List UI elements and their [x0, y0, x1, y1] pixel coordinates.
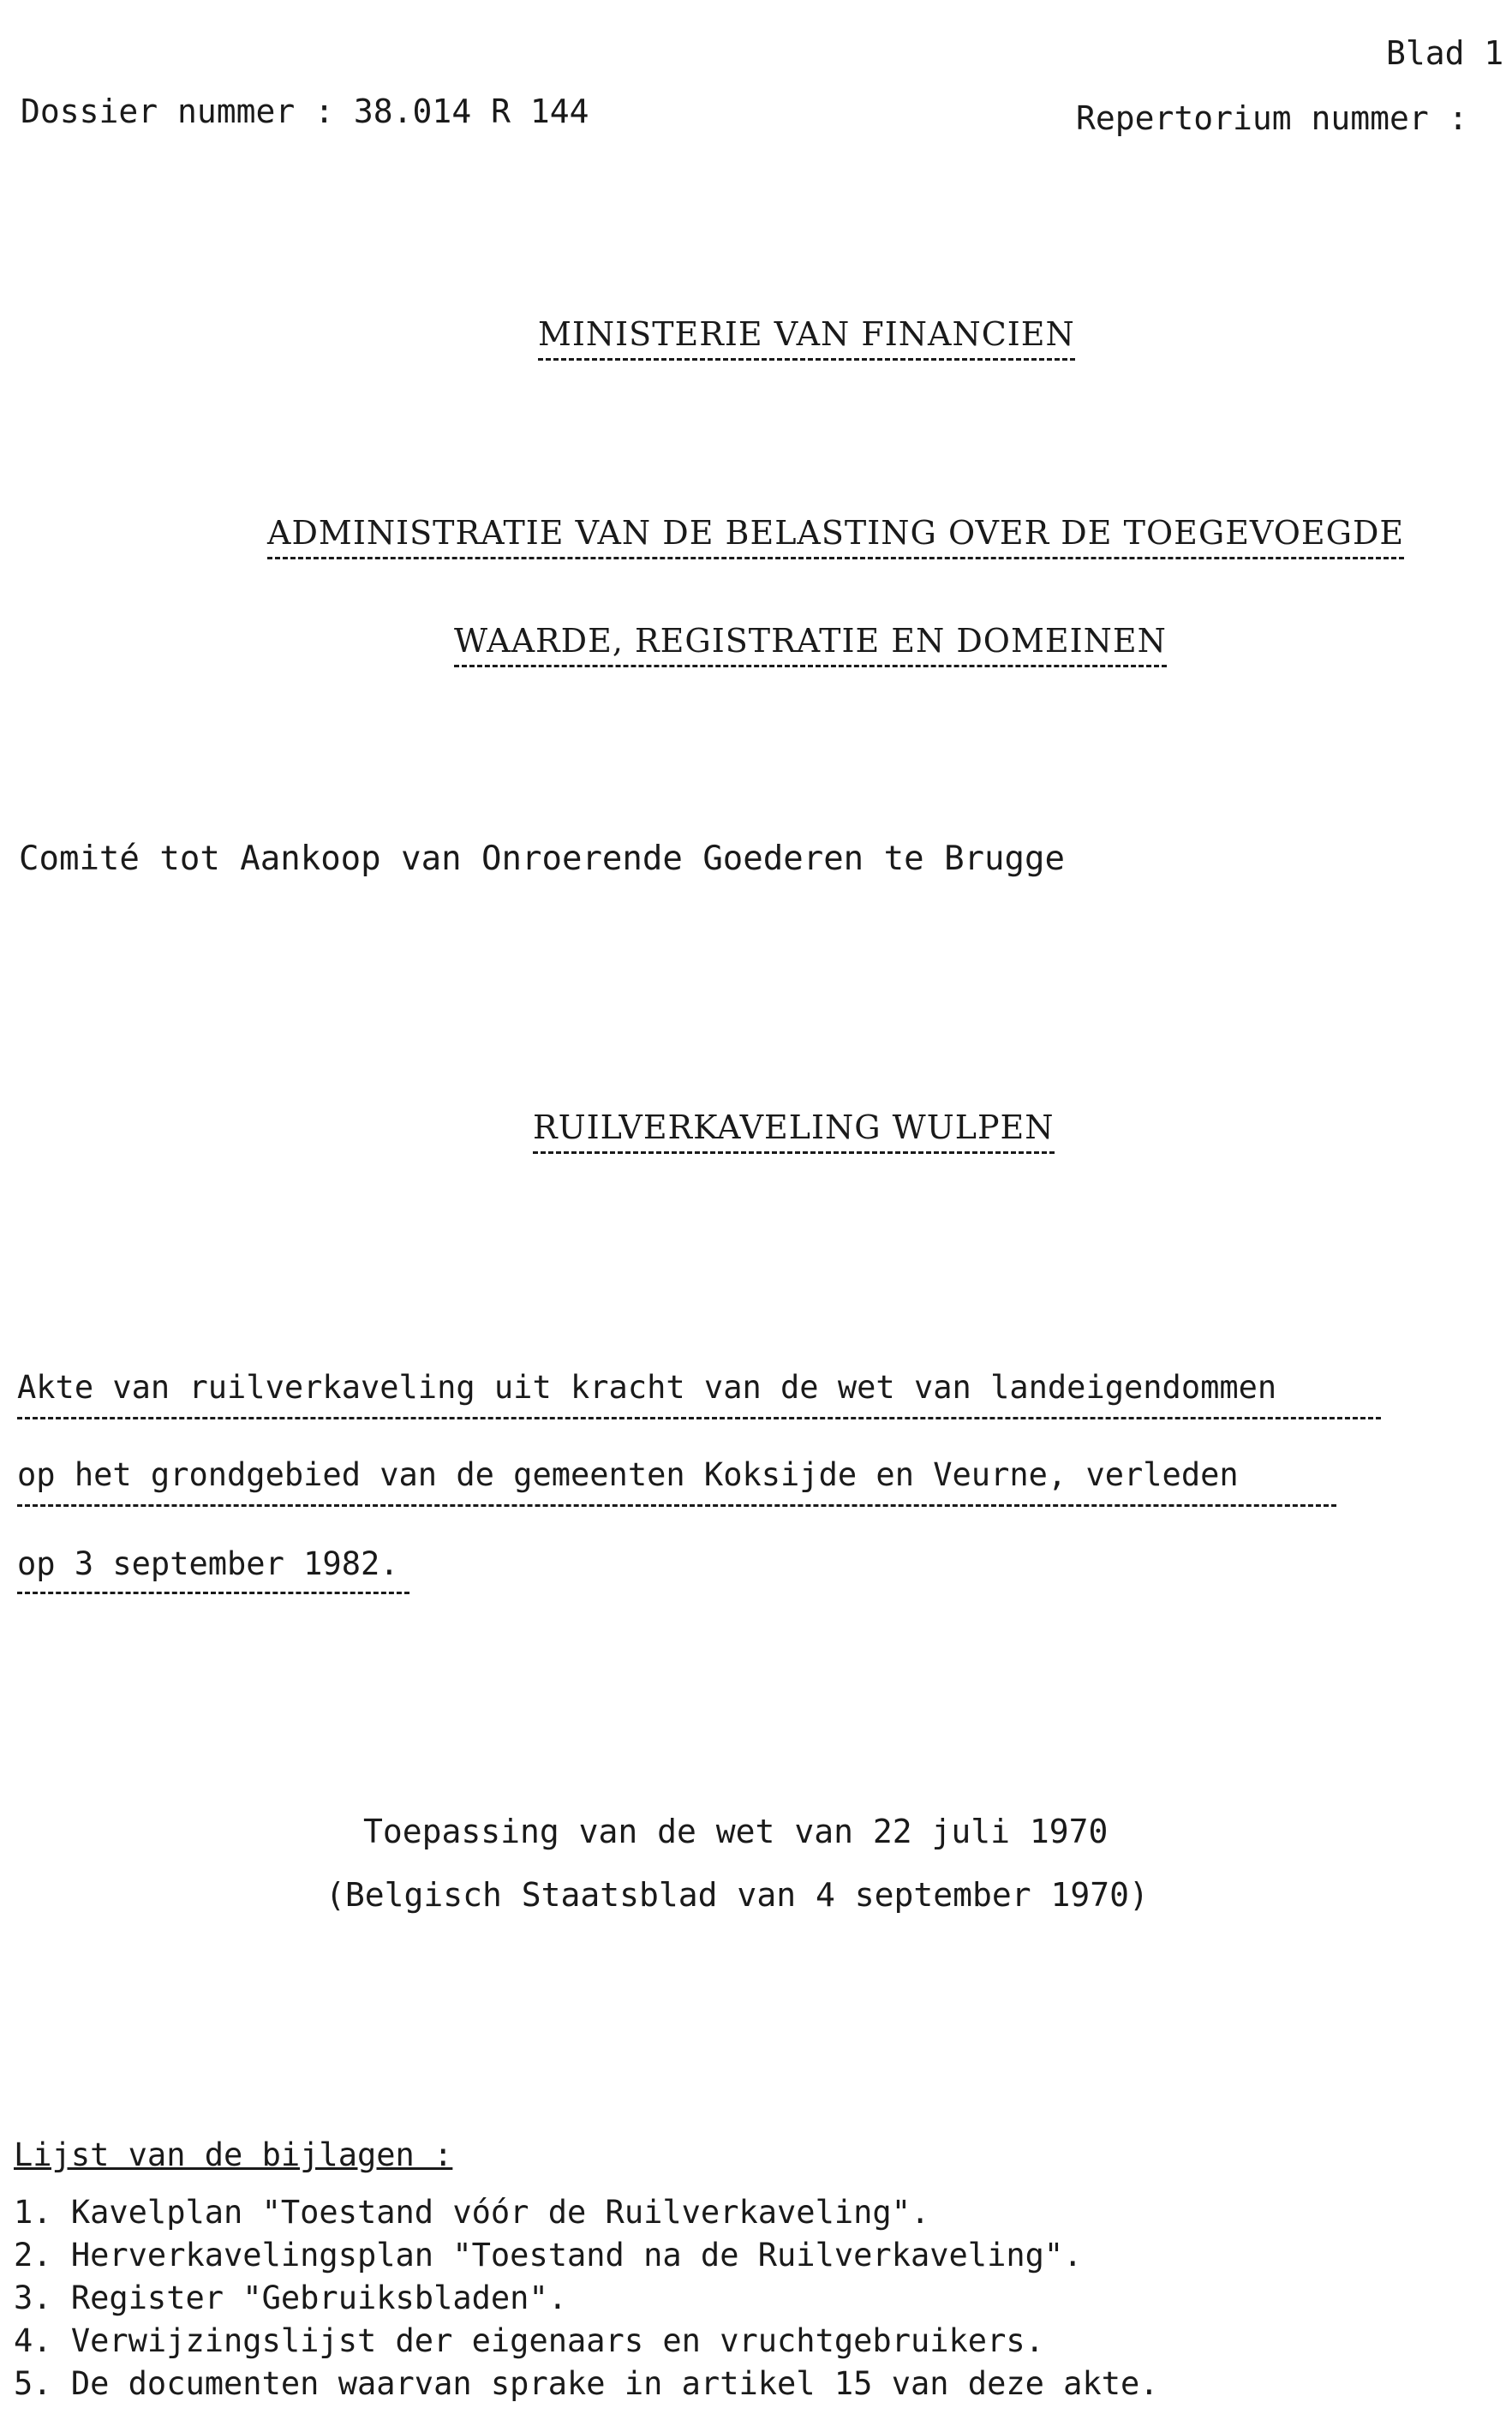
project-title: RUILVERKAVELING WULPEN — [533, 1108, 1055, 1154]
page-number: Blad 1 — [1386, 34, 1504, 72]
deed-line2-underline — [17, 1504, 1336, 1507]
deed-line1-underline — [17, 1417, 1381, 1419]
application-law: Toepassing van de wet van 22 juli 1970 — [363, 1813, 1109, 1850]
dossier-number: Dossier nummer : 38.014 R 144 — [21, 93, 589, 130]
list-item: 4. Verwijzingslijst der eigenaars en vruchtgebruikers. — [14, 2322, 1044, 2359]
annex-list — [14, 2191, 1159, 2405]
deed-description-line1: Akte van ruilverkaveling uit kracht van de wet van landeigendommen — [17, 1369, 1277, 1406]
list-item: 5. De documenten waarvan sprake in artikel 15 van deze akte. — [14, 2365, 1159, 2402]
deed-description-line3: op 3 september 1982. — [17, 1545, 399, 1582]
repertorium-number: Repertorium nummer : — [1076, 99, 1468, 137]
committee-name: Comité tot Aankoop van Onroerende Goederen te Brugge — [19, 840, 1065, 878]
deed-description-line2: op het grondgebied van de gemeenten Koksijde en Veurne, verleden — [17, 1456, 1239, 1493]
application-gazette: (Belgisch Staatsblad van 4 september 1970) — [326, 1876, 1149, 1914]
list-item: 3. Register "Gebruiksbladen". — [14, 2280, 568, 2316]
ministry-title: MINISTERIE VAN FINANCIEN — [538, 315, 1075, 361]
list-item: 1. Kavelplan "Toestand vóór de Ruilverkaveling". — [14, 2194, 930, 2231]
deed-line3-underline — [17, 1592, 409, 1594]
list-item: 2. Herverkavelingsplan "Toestand na de Ruilverkaveling". — [14, 2237, 1083, 2274]
administration-title-line2: WAARDE, REGISTRATIE EN DOMEINEN — [454, 622, 1167, 667]
annex-heading: Lijst van de bijlagen : — [14, 2136, 453, 2173]
administration-title-line1: ADMINISTRATIE VAN DE BELASTING OVER DE TOEGEVOEGDE — [267, 514, 1404, 559]
